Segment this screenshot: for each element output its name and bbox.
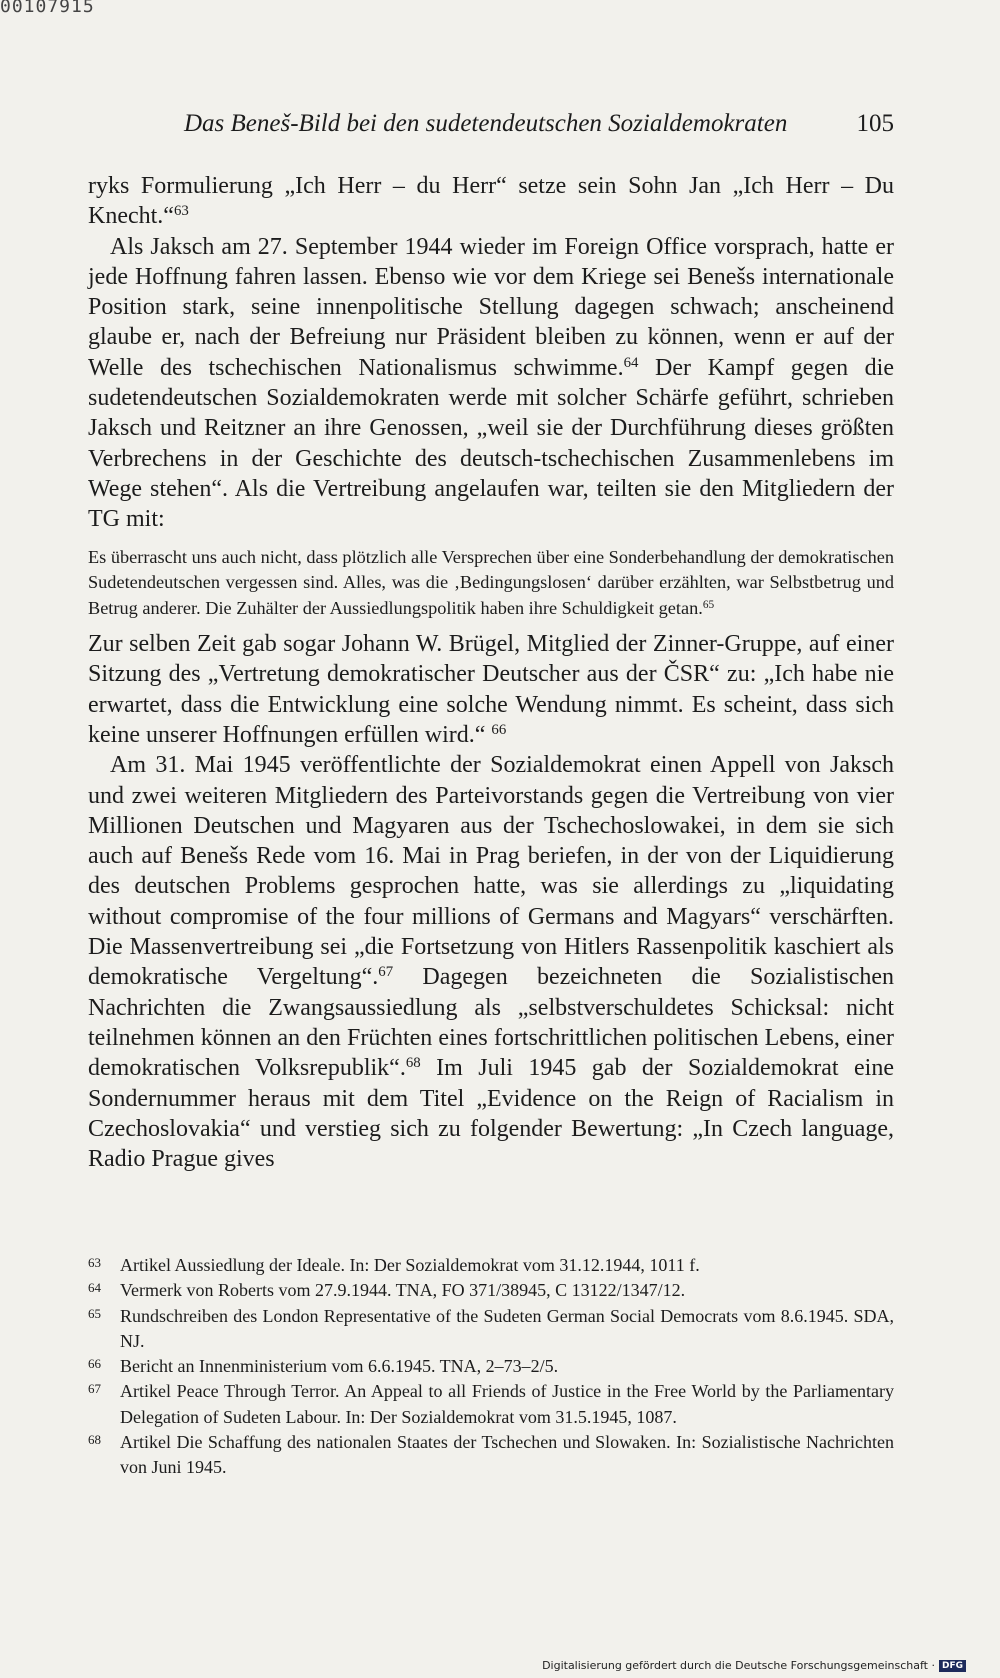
- footnote-text: Vermerk von Roberts vom 27.9.1944. TNA, FO 371/38945, C 13122/1347/12.: [120, 1280, 686, 1301]
- footnote-ref: 66: [491, 721, 507, 738]
- footnote-text: Rundschreiben des London Representative of the Sudeten German Social Democrats vom 8.6.1945. SDA, NJ.: [120, 1305, 894, 1351]
- footnote-ref: 63: [173, 203, 189, 220]
- footnote-number: 63: [88, 1255, 101, 1270]
- paragraph-text: Dagegen bezeichneten die Sozialistischen Nachrichten die Zwangsaussiedlung als „selbstverschuldetes Schicksal: nicht teilnehmen können an den Früchten eines fortschrittlichen politischen Lebens, einer demokratischen Volksrepublik“.: [88, 964, 894, 1082]
- paragraph-text: Im Juli 1945 gab der Sozialdemokrat eine Sondernummer heraus mit dem Titel „Evidence on the Reign of Racialism in Czechoslovakia“ und verstieg sich zu folgender Bewertung: „In Czech language, Radio Prague gives: [88, 1055, 894, 1173]
- footnotes: [88, 1253, 894, 1481]
- footnote: [88, 1278, 894, 1303]
- footnote-text: Bericht an Innenministerium vom 6.6.1945. TNA, 2–73–2/5.: [120, 1356, 559, 1377]
- footnote: [88, 1430, 894, 1481]
- digitization-credit: [542, 1659, 966, 1672]
- paragraph-text: Der Kampf gegen die sudetendeutschen Sozialdemokraten werde mit solcher Schärfe geführt, schrieben Jaksch und Reitzner an ihre Genossen, „weil sie der Durchführung dieses größten Verbrechens in der Geschichte des deutsch-tschechischen Zusammenlebens im Wege stehen“. Als die Vertreibung angelaufen war, teilten sie den Mitgliedern der TG mit:: [88, 354, 894, 533]
- scan-id-tag: 00107915: [0, 0, 95, 14]
- paragraph-3: [88, 629, 894, 750]
- page-number: 105: [856, 110, 894, 137]
- dfg-logo: DFG: [939, 1660, 966, 1672]
- paragraph-4: [88, 750, 894, 1174]
- footnote-ref: 65: [702, 598, 715, 611]
- footnote: [88, 1379, 894, 1430]
- paragraph-text: Als Jaksch am 27. September 1944 wieder im Foreign Office vorsprach, hatte er jede Hoffnung fahren lassen. Ebenso wie vor dem Kriege sei Benešs internationale Position stark, seine innenpolitische Stellung dagegen schwach; anscheinend glaube er, nach der Befreiung nur Präsident bleiben zu können, wenn er auf der Welle des tschechischen Nationalismus schwimme.: [88, 233, 894, 381]
- paragraph-text: ryks Formulierung „Ich Herr – du Herr“ setze sein Sohn Jan „Ich Herr – Du Knecht.“: [88, 173, 894, 230]
- running-head: Das Beneš-Bild bei den sudetendeutschen Sozialdemokraten: [184, 110, 788, 137]
- footnote-ref: 64: [623, 354, 639, 371]
- paragraph-text: Am 31. Mai 1945 veröffentlichte der Sozialdemokrat einen Appell von Jaksch und zwei weiteren Mitgliedern des Parteivorstands gegen die Vertreibung von vier Millionen Deutschen und Magyaren aus der Tschechoslowakei, in dem sie sich auch auf Benešs Rede vom 16. Mai in Prag beriefen, in der von der Liquidierung des deutschen Problems gesprochen hatte, was sie allerdings zu „liquidating without compromise of the four millions of Germans and Magyars“ verschärften. Die Massenvertreibung sei „die Fortsetzung von Hitlers Rassenpolitik kaschiert als demokratische Vergeltung“.: [88, 752, 894, 991]
- footnote: [88, 1354, 894, 1379]
- footnote-text: Artikel Aussiedlung der Ideale. In: Der Sozialdemokrat vom 31.12.1944, 1011 f.: [120, 1255, 700, 1275]
- block-quote: [88, 545, 894, 622]
- page-header: [88, 110, 894, 144]
- credit-text: Digitalisierung gefördert durch die Deutsche Forschungsgemeinschaft ·: [542, 1659, 935, 1672]
- footnote-ref: 68: [405, 1055, 421, 1072]
- quote-text: Es überrascht uns auch nicht, dass plötzlich alle Versprechen über eine Sonderbehandlung der demokratischen Sudetendeutschen vergessen sind. Alles, was die ‚Bedingungslosen‘ darüber erzählten, war Selbstbetrug und Betrug anderer. Die Zuhälter der Aussiedlungspolitik haben ihre Schuldigkeit getan.: [88, 546, 894, 618]
- footnote-ref: 67: [378, 964, 394, 981]
- footnote-number: 64: [88, 1280, 101, 1296]
- footnote-number: 67: [88, 1381, 101, 1397]
- main-text: [88, 171, 894, 1174]
- paragraph-2: [88, 232, 894, 535]
- footnote-text: Artikel Die Schaffung des nationalen Staates der Tschechen und Slowaken. In: Sozialistische Nachrichten von Juni 1945.: [120, 1432, 894, 1478]
- footnote: [88, 1253, 894, 1278]
- footnote: [88, 1304, 894, 1355]
- footnote-text: Artikel Peace Through Terror. An Appeal to all Friends of Justice in the Free World by the Parliamentary Delegation of Sudeten Labour. In: Der Sozialdemokrat vom 31.5.1945, 1087.: [120, 1381, 894, 1427]
- paragraph-text: Zur selben Zeit gab sogar Johann W. Brügel, Mitglied der Zinner-Gruppe, auf einer Sitzung des „Vertretung demokratischer Deutscher aus der ČSR“ zu: „Ich habe nie erwartet, dass die Entwicklung eine solche Wendung nimmt. Es scheint, dass sich keine unserer Hoffnungen erfüllen wird.“: [88, 631, 894, 748]
- footnote-number: 65: [88, 1305, 101, 1321]
- footnote-number: 68: [88, 1432, 101, 1448]
- paragraph-1: [88, 171, 894, 232]
- footnote-number: 66: [88, 1356, 101, 1372]
